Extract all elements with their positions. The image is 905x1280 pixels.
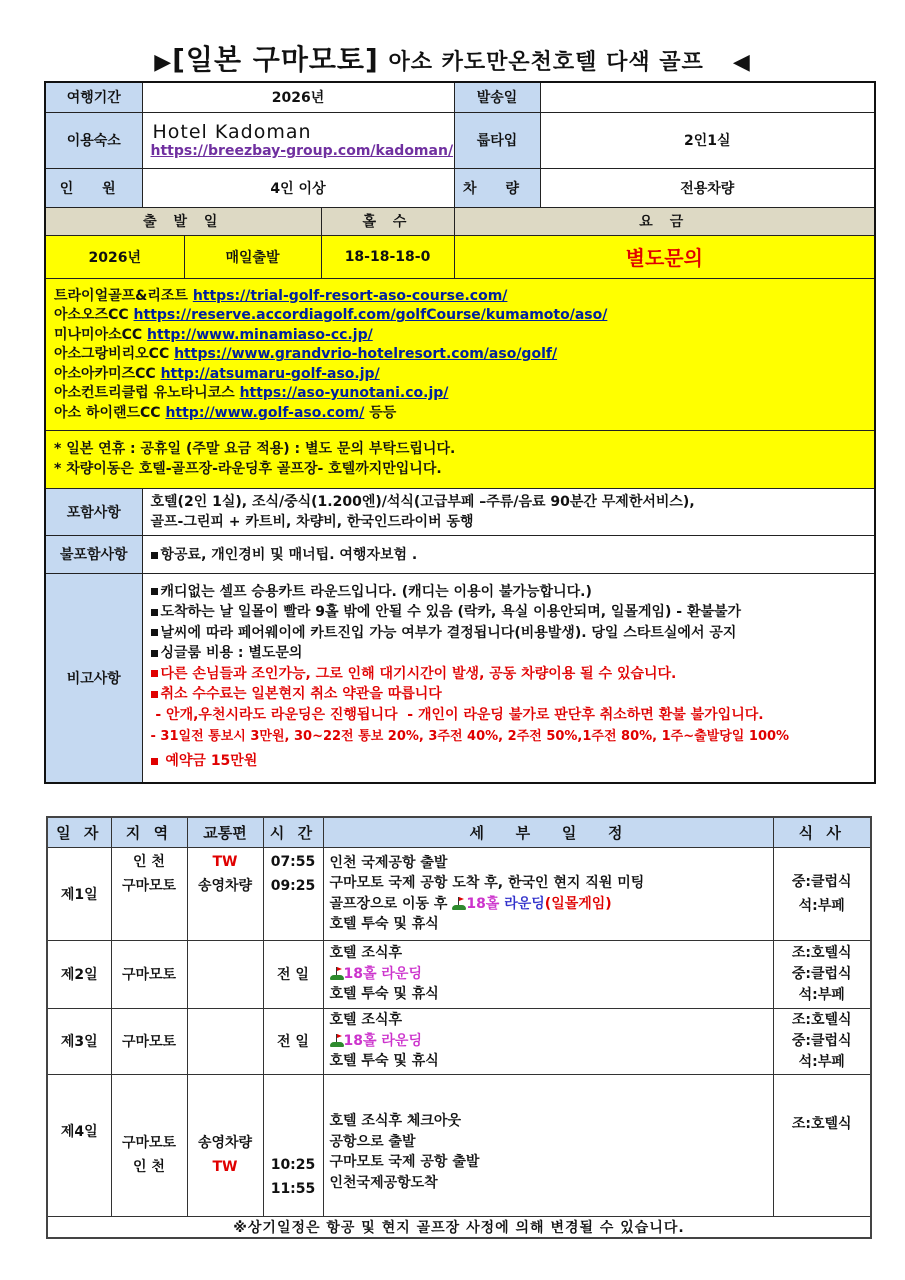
note-line: * 일본 연휴 : 공휴일 (주말 요금 적용) : 별도 문의 부탁드립니다. <box>54 441 456 457</box>
header-region: 지 역 <box>111 817 187 847</box>
room-type-value: 2인1실 <box>540 112 875 168</box>
holes-value: 18-18-18-0 <box>321 235 454 278</box>
departure-year: 2026년 <box>45 235 184 278</box>
included-label: 포함사항 <box>45 488 142 535</box>
bullet-icon <box>151 670 158 677</box>
header-meals: 식 사 <box>773 817 871 847</box>
excluded-label: 불포함사항 <box>45 535 142 573</box>
header-transport: 교통편 <box>187 817 263 847</box>
bullet-icon <box>151 629 158 636</box>
schedule-footer-note: ※상기일정은 항공 및 현지 골프장 사정에 의해 변경될 수 있습니다. <box>47 1216 871 1238</box>
header-day: 일 자 <box>47 817 111 847</box>
bullet-icon <box>151 758 158 765</box>
accommodation-value <box>142 112 454 168</box>
golf-course-link[interactable]: https://trial-golf-resort-aso-course.com/ <box>192 287 508 304</box>
schedule-row <box>47 847 871 940</box>
meals-cell: 조:호텔식 중:클럽식 석:부페 <box>773 940 871 1008</box>
day-label: 제4일 <box>47 1074 111 1216</box>
golf-course-item: 아소컨트리클럽 유노타니코스 https://aso-yunotani.co.jp/ <box>54 385 449 402</box>
people-value: 4인 이상 <box>142 168 454 207</box>
golf-course-item: 아소 하이랜드CC http://www.golf-aso.com/ 등등 <box>54 405 397 422</box>
price-value: 별도문의 <box>454 235 875 278</box>
vehicle-label: 차 량 <box>454 168 540 207</box>
golf-course-link[interactable]: http://atsumaru-golf-aso.jp/ <box>160 365 380 382</box>
included-value: 호텔(2인 1실), 조식/중식(1.200엔)/석식(고급부페 –주류/음료 90분간 무제한서비스), 골프-그린피 + 카트비, 차량비, 한국인드라이버 동행 <box>142 488 875 535</box>
bullet-icon <box>151 609 158 616</box>
departure-date-header: 출 발 일 <box>45 207 321 235</box>
schedule-table <box>46 816 872 1239</box>
golf-course-item: 아소오즈CC https://reserve.accordiagolf.com/golfCourse/kumamoto/aso/ <box>54 307 608 324</box>
title-sub: 아소 카도만온천호텔 다색 골프 <box>388 50 704 75</box>
remark-item: 다른 손님들과 조인가능, 그로 인해 대기시간이 발생, 공동 차량이용 될 수 있습니다. <box>151 664 875 685</box>
details-cell: 인천 국제공항 출발 구마모토 국제 공항 도착 후, 한국인 현지 직원 미팅 골프장으로 이동 후 18홀 라운딩(일몰게임) 호텔 투숙 및 휴식 <box>323 847 773 940</box>
page-title <box>0 38 905 78</box>
departure-frequency: 매일출발 <box>184 235 321 278</box>
golf-flag-icon <box>452 896 466 910</box>
meals-cell: 중:클럽식 석:부페 <box>773 847 871 940</box>
title-main: [일본 구마모토] <box>172 43 379 76</box>
schedule-row <box>47 1008 871 1074</box>
details-cell: 호텔 조식후 체크아웃 공항으로 출발 구마모토 국제 공항 출발 인천국제공항도착 <box>323 1074 773 1216</box>
bullet-icon <box>151 650 158 657</box>
remark-item: 날씨에 따라 페어웨이에 카트진입 가능 여부가 결정됩니다(비용발생). 당일 스타트실에서 공지 <box>151 623 875 644</box>
golf-course-item: 아소아카미즈CC http://atsumaru-golf-aso.jp/ <box>54 365 380 382</box>
right-triangle-icon: ▶ <box>154 50 173 75</box>
transport-cell: TW 송영차량 <box>187 847 263 940</box>
region-cell: 구마모토 <box>111 1008 187 1074</box>
price-header: 요 금 <box>454 207 875 235</box>
transport-cell <box>187 940 263 1008</box>
golf-flag-icon <box>330 1033 344 1047</box>
time-cell: 10:25 11:55 <box>263 1074 323 1216</box>
remark-item: 예약금 15만원 <box>151 749 875 773</box>
hotel-name: Hotel Kadoman <box>152 121 312 143</box>
details-cell: 호텔 조식후 18홀 라운딩 호텔 투숙 및 휴식 <box>323 1008 773 1074</box>
transport-cell: 송영차량 TW <box>187 1074 263 1216</box>
bullet-icon <box>151 588 158 595</box>
left-triangle-icon: ◀ <box>732 50 751 75</box>
holes-header: 홀 수 <box>321 207 454 235</box>
send-date-label: 발송일 <box>454 82 540 112</box>
golf-course-item: 아소그랑비리오CC https://www.grandvrio-hotelresort.com/aso/golf/ <box>54 346 558 363</box>
golf-flag-icon <box>330 966 344 980</box>
travel-period-value: 2026년 <box>142 82 454 112</box>
meals-cell: 조:호텔식 중:클럽식 석:부페 <box>773 1008 871 1074</box>
details-cell: 호텔 조식후 18홀 라운딩 호텔 투숙 및 휴식 <box>323 940 773 1008</box>
golf-course-list <box>45 278 875 430</box>
day-label: 제3일 <box>47 1008 111 1074</box>
remark-item: - 안개,우천시라도 라운딩은 진행됩니다 - 개인이 라운딩 불가로 판단후 취소하면 환불 불가입니다. <box>150 706 764 723</box>
note-line: * 차량이동은 호텔-골프장-라운딩후 골프장- 호텔까지만입니다. <box>54 461 442 477</box>
header-details: 세 부 일 정 <box>323 817 773 847</box>
golf-course-link[interactable]: http://www.minamiaso-cc.jp/ <box>147 326 373 343</box>
accommodation-label: 이용숙소 <box>45 112 142 168</box>
day-label: 제1일 <box>47 847 111 940</box>
travel-period-label: 여행기간 <box>45 82 142 112</box>
region-cell: 인 천 구마모토 <box>111 847 187 940</box>
schedule-row <box>47 1074 871 1216</box>
remark-item: 싱글룸 비용 : 별도문의 <box>151 643 875 664</box>
golf-course-link[interactable]: https://aso-yunotani.co.jp/ <box>239 385 449 402</box>
remark-item: 취소 수수료는 일본현지 취소 약관을 따릅니다 <box>151 684 875 705</box>
schedule-row <box>47 940 871 1008</box>
bullet-icon <box>151 552 158 559</box>
time-cell: 전 일 <box>263 1008 323 1074</box>
golf-course-link[interactable]: https://reserve.accordiagolf.com/golfCourse/kumamoto/aso/ <box>133 307 608 324</box>
remarks-label: 비고사항 <box>45 573 142 783</box>
people-label: 인 원 <box>45 168 142 207</box>
bullet-icon <box>151 691 158 698</box>
remark-item: 도착하는 날 일몰이 빨라 9홀 밖에 안될 수 있음 (락카, 욕실 이용안되며, 일몰게임) - 환불불가 <box>151 602 875 623</box>
notes-block <box>45 430 875 488</box>
golf-course-item: 트라이얼골프&리조트 https://trial-golf-resort-aso-course.com/ <box>54 287 508 304</box>
info-table <box>44 81 876 784</box>
golf-course-link[interactable]: http://www.golf-aso.com/ <box>165 405 365 422</box>
time-cell: 07:55 09:25 <box>263 847 323 940</box>
vehicle-value: 전용차량 <box>540 168 875 207</box>
time-cell: 전 일 <box>263 940 323 1008</box>
day-label: 제2일 <box>47 940 111 1008</box>
header-time: 시 간 <box>263 817 323 847</box>
golf-course-item: 미나미아소CC http://www.minamiaso-cc.jp/ <box>54 326 373 343</box>
transport-cell <box>187 1008 263 1074</box>
meals-cell: 조:호텔식 <box>773 1074 871 1216</box>
room-type-label: 룹타입 <box>454 112 540 168</box>
remark-item: - 31일전 통보시 3만원, 30~22전 통보 20%, 3주전 40%, 2주전 50%,1주전 80%, 1주~출발당일 100% <box>150 729 790 744</box>
golf-course-link[interactable]: https://www.grandvrio-hotelresort.com/aso/golf/ <box>174 346 558 363</box>
remark-item: 캐디없는 셀프 승용카트 라운드입니다. (캐디는 이용이 불가능합니다.) <box>151 582 875 603</box>
region-cell: 구마모토 <box>111 940 187 1008</box>
hotel-link[interactable]: https://breezbay-group.com/kadoman/ <box>150 143 454 159</box>
region-cell: 구마모토 인 천 <box>111 1074 187 1216</box>
remarks-list <box>142 573 875 783</box>
excluded-value: 항공료, 개인경비 및 매너팁. 여행자보험 . <box>142 535 875 573</box>
send-date-value <box>540 82 875 112</box>
